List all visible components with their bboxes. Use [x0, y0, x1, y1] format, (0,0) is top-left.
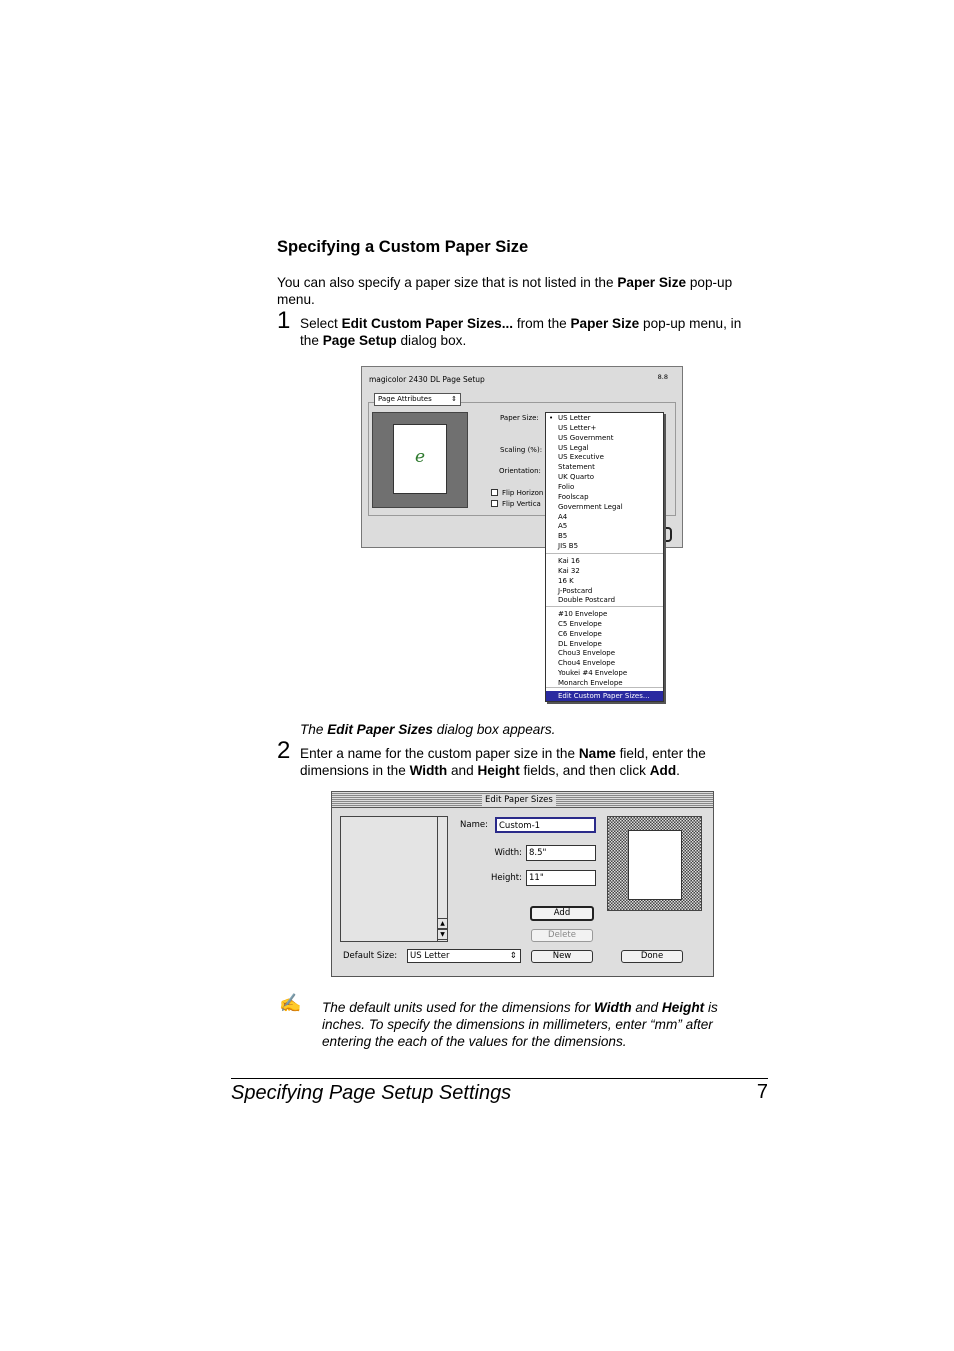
intro-paragraph — [277, 274, 777, 308]
delete-button[interactable]: Delete — [531, 929, 593, 942]
popup-arrows-icon: ⇕ — [451, 395, 457, 403]
height-field[interactable]: 11" — [526, 870, 596, 886]
menu-item[interactable]: Youkei #4 Envelope — [558, 669, 628, 678]
new-button[interactable]: New — [531, 950, 593, 963]
note-pencil-icon: ✍ — [279, 993, 302, 1013]
popup-arrows-icon: ⇕ — [509, 951, 517, 961]
menu-item[interactable]: US Legal — [558, 443, 589, 452]
menu-item[interactable]: J-Postcard — [558, 586, 593, 595]
note-text: The default units used for the dimensions for Width and Height is inches. To specify the dimensions in millimeters, enter “mm” after entering the each of the values for the dimensions. — [322, 1000, 718, 1049]
menu-item[interactable]: #10 Envelope — [558, 610, 608, 618]
checked-bullet-icon: • — [549, 414, 554, 422]
menu-item[interactable]: C6 Envelope — [558, 629, 602, 638]
dialog-title: Edit Paper Sizes — [482, 795, 556, 806]
flip-horizontal-label: Flip Horizon — [502, 489, 544, 497]
paper-preview — [607, 816, 702, 911]
menu-item[interactable]: Kai 32 — [558, 566, 580, 575]
default-size-label: Default Size: — [343, 951, 398, 961]
paper-size-list[interactable] — [340, 816, 448, 942]
menu-item[interactable]: Folio — [558, 482, 575, 491]
flip-horizontal-checkbox[interactable] — [491, 489, 498, 496]
flip-vertical-label: Flip Vertica — [502, 500, 541, 508]
version-label: 8.8 — [657, 373, 668, 381]
step-number-1: 1 — [277, 307, 291, 334]
paper-size-menu[interactable] — [545, 412, 664, 702]
scaling-label: Scaling (%): — [500, 446, 543, 454]
preview-sheet: e — [393, 424, 447, 494]
menu-item[interactable]: JIS B5 — [558, 542, 579, 551]
menu-item[interactable]: Government Legal — [558, 502, 623, 511]
paper-size-label: Paper Size: — [500, 414, 539, 422]
menu-item[interactable]: Chou3 Envelope — [558, 649, 616, 658]
menu-item[interactable]: US Letter — [558, 414, 591, 422]
menu-item[interactable]: US Letter+ — [558, 423, 597, 432]
menu-item-edit-custom[interactable]: Edit Custom Paper Sizes... — [546, 691, 663, 701]
menu-separator — [546, 687, 663, 688]
scroll-up-icon[interactable]: ▲ — [437, 918, 448, 929]
menu-item[interactable]: Monarch Envelope — [558, 678, 623, 687]
menu-item[interactable]: 16 K — [558, 576, 574, 585]
intro-line2: menu. — [277, 292, 315, 307]
dialog-caption: The Edit Paper Sizes dialog box appears. — [300, 722, 556, 737]
intro-text: You can also specify a paper size that is not listed in the — [277, 275, 618, 290]
menu-item[interactable]: Chou4 Envelope — [558, 659, 616, 668]
menu-item[interactable]: B5 — [558, 532, 568, 541]
height-label: Height: — [491, 873, 522, 883]
step-1-text: Select Edit Custom Paper Sizes... from the Paper Size pop-up menu, in the Page Setup dialog box. — [300, 316, 742, 348]
menu-item[interactable]: US Executive — [558, 453, 604, 462]
page-attributes-popup[interactable]: Page Attributes ⇕ — [374, 393, 461, 406]
menu-item[interactable]: Foolscap — [558, 492, 589, 501]
intro-bold: Paper Size — [617, 275, 687, 290]
width-label: Width: — [494, 848, 522, 858]
orientation-label: Orientation: — [499, 467, 541, 475]
intro-text-end: pop-up — [686, 275, 733, 290]
dialog-title: magicolor 2430 DL Page Setup — [369, 375, 485, 384]
menu-item[interactable]: A4 — [558, 512, 568, 521]
menu-item[interactable]: UK Quarto — [558, 473, 595, 482]
menu-item[interactable]: Kai 16 — [558, 557, 580, 565]
menu-item[interactable]: DL Envelope — [558, 639, 602, 648]
menu-item[interactable]: US Government — [558, 433, 614, 442]
menu-separator — [546, 606, 663, 607]
name-field[interactable]: Custom-1 — [495, 817, 596, 833]
add-button[interactable]: Add — [530, 906, 594, 921]
flip-vertical-checkbox[interactable] — [491, 500, 498, 507]
menu-separator — [546, 553, 663, 554]
width-field[interactable]: 8.5" — [526, 845, 596, 861]
section-heading: Specifying a Custom Paper Size — [277, 238, 529, 256]
default-size-popup[interactable]: US Letter ⇕ — [407, 949, 521, 963]
done-button[interactable]: Done — [621, 950, 683, 963]
menu-item[interactable]: Statement — [558, 463, 595, 472]
menu-item[interactable]: Double Postcard — [558, 596, 616, 605]
step-number-2: 2 — [277, 737, 291, 764]
step-2-text: Enter a name for the custom paper size in the Name field, enter the dimensions in the Width and Height fields, and then click Add. — [300, 746, 706, 778]
edit-paper-sizes-dialog — [331, 791, 714, 977]
name-label: Name: — [460, 820, 488, 830]
footer-rule — [231, 1078, 768, 1079]
menu-item[interactable]: C5 Envelope — [558, 619, 602, 628]
preview-sheet — [628, 830, 682, 900]
scroll-down-icon[interactable]: ▼ — [437, 929, 448, 940]
footer-title: Specifying Page Setup Settings — [231, 1082, 512, 1104]
page-number: 7 — [756, 1081, 768, 1103]
menu-item[interactable]: A5 — [558, 522, 568, 531]
paper-preview — [372, 412, 468, 508]
